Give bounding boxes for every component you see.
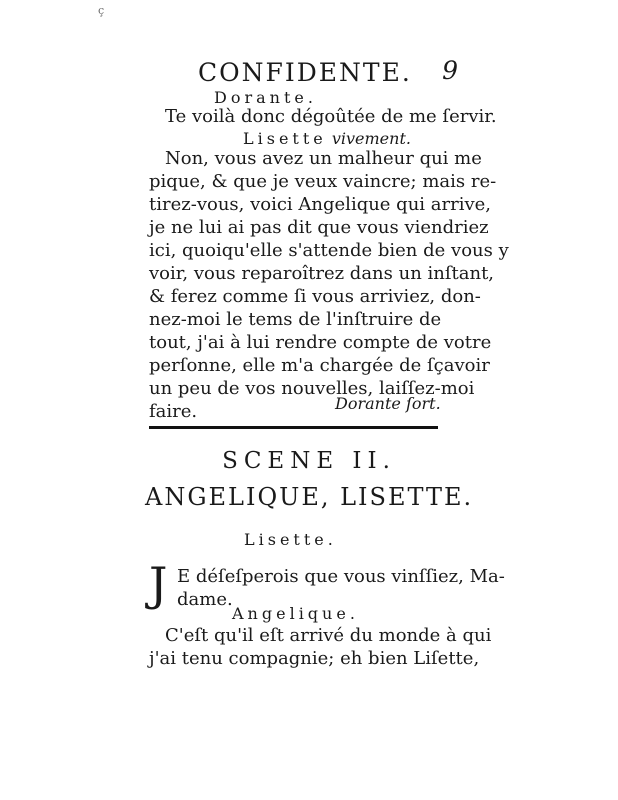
text-line: un peu de vos nouvelles, laiſſez-moi <box>149 378 475 399</box>
text-line: & ferez comme ſi vous arriviez, don- <box>149 286 481 307</box>
text-line: je ne lui ai pas dit que vous viendriez <box>149 217 489 238</box>
text-line: faire. <box>149 401 198 422</box>
speaker-lisette-heading <box>243 129 411 148</box>
section-rule <box>149 426 438 429</box>
text-line: voir, vous reparoîtrez dans un inſtant, <box>149 263 495 284</box>
stage-direction: Dorante ſort. <box>335 394 441 413</box>
text-line: E déſeſperois que vous vinſſiez, Ma- <box>177 566 505 587</box>
scene-characters: ANGELIQUE, LISETTE. <box>145 483 474 511</box>
running-title: CONFIDENTE. <box>198 58 412 87</box>
corner-mark: ç <box>98 4 105 17</box>
page-number: 9 <box>442 56 458 85</box>
text-line: C'eſt qu'il eſt arrivé du monde à qui <box>165 625 492 646</box>
text-line: perſonne, elle m'a chargée de ſçavoir <box>149 355 490 376</box>
text-line: ici, quoiqu'elle s'attende bien de vous y <box>149 240 509 261</box>
running-head <box>170 58 460 88</box>
text-line: pique, & que je veux vaincre; mais re- <box>149 171 497 192</box>
text-line: Non, vous avez un malheur qui me <box>165 148 482 169</box>
speaker-angelique: Angelique. <box>232 604 359 623</box>
text-line: tout, j'ai à lui rendre compte de votre <box>149 332 492 353</box>
text-line: j'ai tenu compagnie; eh bien Liſette, <box>149 648 480 669</box>
dorante-line: Te voilà donc dégoûtée de me ſervir. <box>165 106 497 127</box>
speaker-lisette-scene: Lisette. <box>244 530 337 549</box>
speaker-direction: vivement. <box>331 129 411 148</box>
drop-cap: J <box>149 557 168 611</box>
text-line: tirez-vous, voici Angelique qui arrive, <box>149 194 492 215</box>
speaker-lisette: Lisette <box>243 129 327 148</box>
speaker-dorante: Dorante. <box>214 88 317 107</box>
text-line: nez-moi le tems de l'inſtruire de <box>149 309 442 330</box>
scene-title: SCENE II. <box>222 448 396 474</box>
text-line: dame. <box>177 589 233 610</box>
